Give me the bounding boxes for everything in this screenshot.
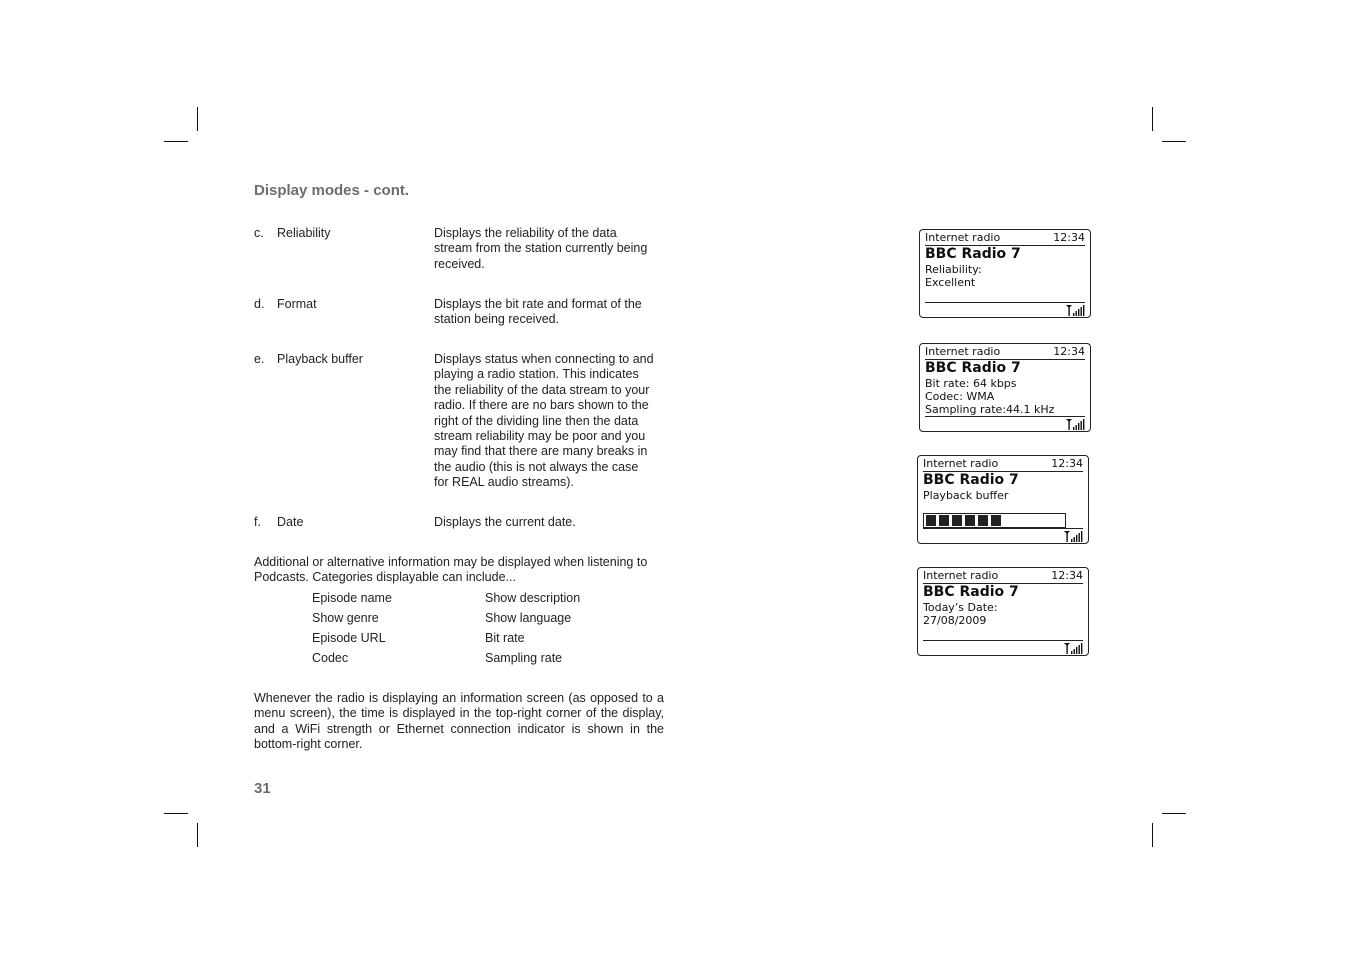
lcd-info-line: 27/08/2009	[923, 614, 987, 627]
item-letter: d.	[254, 297, 265, 311]
item-term: Playback buffer	[277, 352, 363, 366]
signal-strength-icon	[1063, 530, 1083, 542]
lcd-clock: 12:34	[1051, 569, 1083, 582]
crop-mark	[197, 107, 198, 131]
lcd-header	[923, 569, 1083, 584]
lcd-info-line: Codec: WMA	[925, 390, 995, 403]
buffer-segment	[991, 515, 1001, 526]
category-item: Show genre	[312, 611, 379, 625]
lcd-info-line: Playback buffer	[923, 489, 1009, 502]
crop-mark	[164, 141, 188, 142]
lcd-info-line: Excellent	[925, 276, 976, 289]
podcast-intro: Additional or alternative information may be displayed when listening to Podcasts. Categories displayable can include...	[254, 555, 648, 585]
item-letter: f.	[254, 515, 261, 529]
item-description: Displays the bit rate and format of the station being received.	[434, 297, 642, 327]
lcd-divider	[925, 302, 1085, 303]
buffer-segment	[926, 515, 936, 526]
closing-paragraph: Whenever the radio is displaying an information screen (as opposed to a menu screen), the time is displayed in the top-right corner of the display, and a WiFi strength or Ethernet connection indicator is shown in the bottom-right corner.	[254, 691, 664, 752]
category-item: Bit rate	[485, 631, 525, 645]
category-item: Show description	[485, 591, 581, 605]
lcd-info-line: Today’s Date:	[923, 601, 998, 614]
buffer-segment	[939, 515, 949, 526]
crop-mark	[1152, 823, 1153, 847]
lcd-divider	[923, 640, 1083, 641]
lcd-display-date	[917, 567, 1089, 656]
playback-buffer-bar	[923, 513, 1066, 528]
lcd-display-format	[919, 343, 1091, 432]
lcd-clock: 12:34	[1053, 345, 1085, 358]
item-letter: e.	[254, 352, 265, 366]
lcd-mode-label: Internet radio	[923, 569, 999, 582]
lcd-header	[925, 231, 1085, 246]
buffer-segment	[978, 515, 988, 526]
buffer-segment	[952, 515, 962, 526]
item-letter: c.	[254, 226, 264, 240]
category-item: Episode name	[312, 591, 392, 605]
lcd-mode-label: Internet radio	[925, 231, 1001, 244]
item-description: Displays the reliability of the data stream from the station currently being received.	[434, 226, 648, 271]
buffer-segment	[965, 515, 975, 526]
lcd-clock: 12:34	[1051, 457, 1083, 470]
lcd-mode-label: Internet radio	[925, 345, 1001, 358]
lcd-info-line: Reliability:	[925, 263, 982, 276]
signal-strength-icon	[1063, 642, 1083, 654]
lcd-station-name: BBC Radio 7	[923, 472, 1019, 488]
lcd-mode-label: Internet radio	[923, 457, 999, 470]
crop-mark	[1162, 141, 1186, 142]
lcd-divider	[925, 416, 1085, 417]
crop-mark	[197, 823, 198, 847]
item-term: Reliability	[277, 226, 331, 240]
signal-strength-icon	[1065, 418, 1085, 430]
lcd-header	[923, 457, 1083, 472]
category-item: Show language	[485, 611, 572, 625]
lcd-divider	[923, 528, 1083, 529]
crop-mark	[1162, 813, 1186, 814]
crop-mark	[1152, 107, 1153, 131]
lcd-info-line: Sampling rate:44.1 kHz	[925, 403, 1055, 416]
category-item: Sampling rate	[485, 651, 563, 665]
item-description: Displays status when connecting to and playing a radio station. This indicates the reliability of the data stream to your radio. If there are no bars shown to the right of the dividing line then the data stream reliability may be poor and you may find that there are many breaks in the audio (this is not always the case for REAL audio streams).	[434, 352, 654, 490]
crop-mark	[164, 813, 188, 814]
lcd-station-name: BBC Radio 7	[925, 360, 1021, 376]
item-term: Format	[277, 297, 317, 311]
category-item: Codec	[312, 651, 349, 665]
lcd-header	[925, 345, 1085, 360]
item-term: Date	[277, 515, 304, 529]
signal-strength-icon	[1065, 304, 1085, 316]
lcd-station-name: BBC Radio 7	[923, 584, 1019, 600]
item-description: Displays the current date.	[434, 515, 576, 529]
page-number: 31	[254, 780, 271, 797]
category-item: Episode URL	[312, 631, 386, 645]
lcd-display-reliability	[919, 229, 1091, 318]
lcd-station-name: BBC Radio 7	[925, 246, 1021, 262]
lcd-info-line: Bit rate: 64 kbps	[925, 377, 1017, 390]
section-heading: Display modes - cont.	[254, 182, 410, 199]
lcd-clock: 12:34	[1053, 231, 1085, 244]
lcd-display-playback-buffer	[917, 455, 1089, 544]
